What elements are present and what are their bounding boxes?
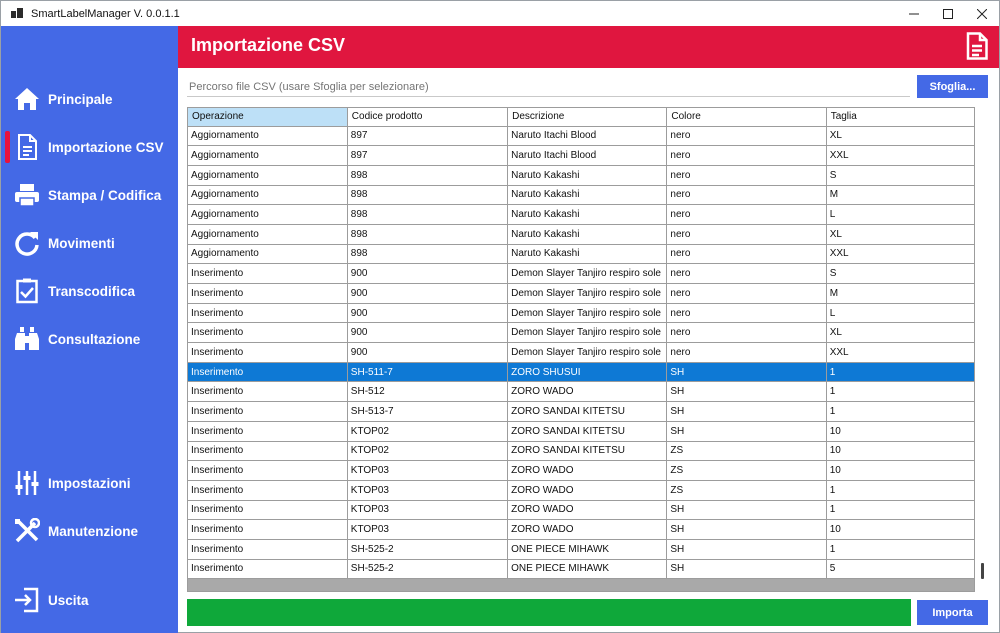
cell-colore: ZS [667,480,826,500]
sliders-icon [14,470,40,496]
app-logo-icon [11,8,23,20]
column-header-operazione[interactable]: Operazione [188,108,347,126]
cell-operazione: Inserimento [188,382,347,402]
cell-descrizione: Naruto Kakashi [508,244,667,264]
table-row[interactable] [188,165,975,185]
table-row[interactable] [188,362,975,382]
cell-codice-prodotto: 900 [347,303,507,323]
sidebar-item-label: Impostazioni [48,475,131,491]
cell-operazione: Inserimento [188,343,347,363]
sidebar-item-transcodifica[interactable] [1,271,178,311]
cell-taglia: XL [826,323,975,343]
cell-operazione: Inserimento [188,362,347,382]
cell-taglia: 10 [826,421,975,441]
table-row[interactable] [188,343,975,363]
tools-icon [14,518,40,544]
cell-taglia: 1 [826,539,975,559]
cell-operazione: Inserimento [188,441,347,461]
page-header [178,26,999,68]
cell-taglia: 10 [826,441,975,461]
cell-taglia: 10 [826,520,975,540]
cell-descrizione: ONE PIECE MIHAWK [508,559,667,579]
binoculars-icon [14,326,40,352]
cell-taglia: S [826,264,975,284]
csv-path-input[interactable] [187,77,910,97]
cell-operazione: Inserimento [188,264,347,284]
cell-operazione: Inserimento [188,461,347,481]
close-icon [977,9,987,19]
cell-descrizione: Demon Slayer Tanjiro respiro sole [508,323,667,343]
refresh-icon [14,230,40,256]
sidebar-item-label: Principale [48,91,113,107]
cell-descrizione: Naruto Kakashi [508,165,667,185]
cell-codice-prodotto: 897 [347,146,507,166]
cell-operazione: Inserimento [188,539,347,559]
table-row[interactable] [188,224,975,244]
cell-colore: nero [667,284,826,304]
cell-colore: nero [667,165,826,185]
cell-operazione: Aggiornamento [188,146,347,166]
cell-taglia: M [826,284,975,304]
table-row[interactable] [188,539,975,559]
table-row[interactable] [188,185,975,205]
cell-codice-prodotto: 900 [347,323,507,343]
sidebar-item-label: Consultazione [48,331,141,347]
cell-operazione: Aggiornamento [188,165,347,185]
cell-taglia: 1 [826,382,975,402]
sidebar-item-label: Transcodifica [48,283,136,299]
cell-codice-prodotto: 898 [347,244,507,264]
cell-colore: nero [667,244,826,264]
cell-codice-prodotto: 898 [347,205,507,225]
cell-taglia: XXL [826,343,975,363]
cell-operazione: Aggiornamento [188,205,347,225]
cell-colore: SH [667,500,826,520]
cell-colore: SH [667,539,826,559]
column-header-descrizione[interactable]: Descrizione [508,108,667,126]
sidebar-item-consultazione[interactable] [1,319,178,359]
cell-taglia: 5 [826,559,975,579]
cell-colore: nero [667,146,826,166]
csv-table[interactable] [187,107,975,592]
cell-descrizione: ZORO WADO [508,520,667,540]
column-header-colore[interactable]: Colore [667,108,826,126]
import-progress-bar [187,599,911,626]
cell-colore: nero [667,205,826,225]
table-row[interactable] [188,284,975,304]
cell-codice-prodotto: KTOP03 [347,500,507,520]
sidebar-item-stampa-codifica[interactable] [1,175,178,215]
cell-codice-prodotto: KTOP03 [347,480,507,500]
horizontal-scrollbar[interactable] [188,579,974,592]
table-row[interactable] [188,559,975,579]
cell-colore: nero [667,185,826,205]
cell-descrizione: ZORO SANDAI KITETSU [508,421,667,441]
cell-operazione: Inserimento [188,323,347,343]
table-row[interactable] [188,244,975,264]
cell-descrizione: Demon Slayer Tanjiro respiro sole [508,264,667,284]
cell-colore: SH [667,520,826,540]
sidebar-item-label: Manutenzione [48,523,138,539]
cell-descrizione: Naruto Itachi Blood [508,146,667,166]
cell-operazione: Aggiornamento [188,224,347,244]
column-header-codice-prodotto[interactable]: Codice prodotto [347,108,507,126]
table-row[interactable] [188,441,975,461]
cell-operazione: Inserimento [188,500,347,520]
cell-taglia: L [826,205,975,225]
maximize-icon [943,9,953,19]
cell-codice-prodotto: 898 [347,185,507,205]
cell-colore: nero [667,126,826,146]
table-row[interactable] [188,382,975,402]
cell-codice-prodotto: KTOP03 [347,520,507,540]
cell-taglia: XXL [826,146,975,166]
cell-codice-prodotto: 898 [347,165,507,185]
cell-codice-prodotto: 900 [347,264,507,284]
sidebar-item-uscita[interactable] [1,580,178,620]
cell-codice-prodotto: KTOP03 [347,461,507,481]
document-icon [966,32,988,60]
cell-colore: nero [667,323,826,343]
cell-descrizione: Naruto Itachi Blood [508,126,667,146]
cell-operazione: Aggiornamento [188,126,347,146]
cell-descrizione: ONE PIECE MIHAWK [508,539,667,559]
sidebar-item-label: Importazione CSV [48,139,164,155]
home-icon [14,86,40,112]
cell-descrizione: Demon Slayer Tanjiro respiro sole [508,303,667,323]
exit-icon [14,587,40,613]
cell-colore: SH [667,402,826,422]
close-button[interactable] [965,1,999,26]
cell-codice-prodotto: SH-512 [347,382,507,402]
cell-colore: ZS [667,461,826,481]
cell-descrizione: ZORO WADO [508,500,667,520]
window-title: SmartLabelManager V. 0.0.1.1 [31,7,180,20]
cell-taglia: M [826,185,975,205]
table-row[interactable] [188,402,975,422]
cell-codice-prodotto: KTOP02 [347,421,507,441]
cell-colore: nero [667,343,826,363]
title-bar [1,1,999,26]
cell-taglia: 1 [826,480,975,500]
cell-codice-prodotto: SH-525-2 [347,539,507,559]
cell-codice-prodotto: SH-513-7 [347,402,507,422]
table-row[interactable] [188,480,975,500]
cell-operazione: Inserimento [188,559,347,579]
cell-descrizione: Demon Slayer Tanjiro respiro sole [508,284,667,304]
cell-taglia: 10 [826,461,975,481]
table-row[interactable] [188,264,975,284]
cell-codice-prodotto: 897 [347,126,507,146]
table-row[interactable] [188,461,975,481]
cell-descrizione: Naruto Kakashi [508,185,667,205]
table-row[interactable] [188,520,975,540]
cell-colore: nero [667,303,826,323]
sidebar-item-label: Uscita [48,592,89,608]
cell-colore: SH [667,362,826,382]
cell-codice-prodotto: 898 [347,224,507,244]
sidebar-item-importazione-csv[interactable] [1,127,178,167]
cell-descrizione: ZORO SANDAI KITETSU [508,441,667,461]
document-icon [14,134,40,160]
cell-descrizione: Naruto Kakashi [508,205,667,225]
cell-operazione: Aggiornamento [188,244,347,264]
table-row[interactable] [188,126,975,146]
sidebar-item-principale[interactable] [1,79,178,119]
page-title: Importazione CSV [191,35,346,55]
maximize-button[interactable] [931,1,965,26]
table-row[interactable] [188,303,975,323]
table-row[interactable] [188,323,975,343]
cell-colore: nero [667,224,826,244]
cell-taglia: S [826,165,975,185]
cell-taglia: XL [826,126,975,146]
cell-taglia: 1 [826,362,975,382]
table-row[interactable] [188,146,975,166]
cell-descrizione: ZORO WADO [508,461,667,481]
table-row[interactable] [188,205,975,225]
table-row[interactable] [188,421,975,441]
cell-operazione: Inserimento [188,402,347,422]
cell-taglia: 1 [826,402,975,422]
cell-colore: SH [667,382,826,402]
column-header-taglia[interactable]: Taglia [826,108,975,126]
minimize-button[interactable] [897,1,931,26]
minimize-icon [909,9,919,19]
sidebar-item-label: Movimenti [48,235,115,251]
sidebar [1,26,178,633]
cell-codice-prodotto: 900 [347,343,507,363]
cell-colore: SH [667,559,826,579]
cell-descrizione: ZORO SANDAI KITETSU [508,402,667,422]
cell-taglia: 1 [826,500,975,520]
sidebar-item-manutenzione[interactable] [1,511,178,551]
cell-operazione: Aggiornamento [188,185,347,205]
cell-operazione: Inserimento [188,421,347,441]
vertical-scrollbar-thumb[interactable] [981,563,984,579]
cell-colore: ZS [667,441,826,461]
cell-operazione: Inserimento [188,303,347,323]
cell-taglia: XL [826,224,975,244]
cell-codice-prodotto: SH-511-7 [347,362,507,382]
cell-operazione: Inserimento [188,480,347,500]
cell-codice-prodotto: 900 [347,284,507,304]
cell-descrizione: Demon Slayer Tanjiro respiro sole [508,343,667,363]
sidebar-item-label: Stampa / Codifica [48,187,162,203]
cell-descrizione: ZORO WADO [508,382,667,402]
table-body [188,126,975,579]
import-button[interactable]: Importa [917,600,988,625]
cell-codice-prodotto: KTOP02 [347,441,507,461]
cell-colore: nero [667,264,826,284]
cell-colore: SH [667,421,826,441]
table-header-row [188,108,975,126]
printer-icon [14,182,40,208]
cell-codice-prodotto: SH-525-2 [347,559,507,579]
sidebar-item-impostazioni[interactable] [1,463,178,503]
cell-descrizione: ZORO WADO [508,480,667,500]
sidebar-item-movimenti[interactable] [1,223,178,263]
cell-taglia: L [826,303,975,323]
browse-button[interactable]: Sfoglia... [917,75,988,98]
cell-descrizione: ZORO SHUSUI [508,362,667,382]
table-row[interactable] [188,500,975,520]
checkbox-icon [14,278,40,304]
cell-operazione: Inserimento [188,284,347,304]
cell-operazione: Inserimento [188,520,347,540]
cell-taglia: XXL [826,244,975,264]
cell-descrizione: Naruto Kakashi [508,224,667,244]
